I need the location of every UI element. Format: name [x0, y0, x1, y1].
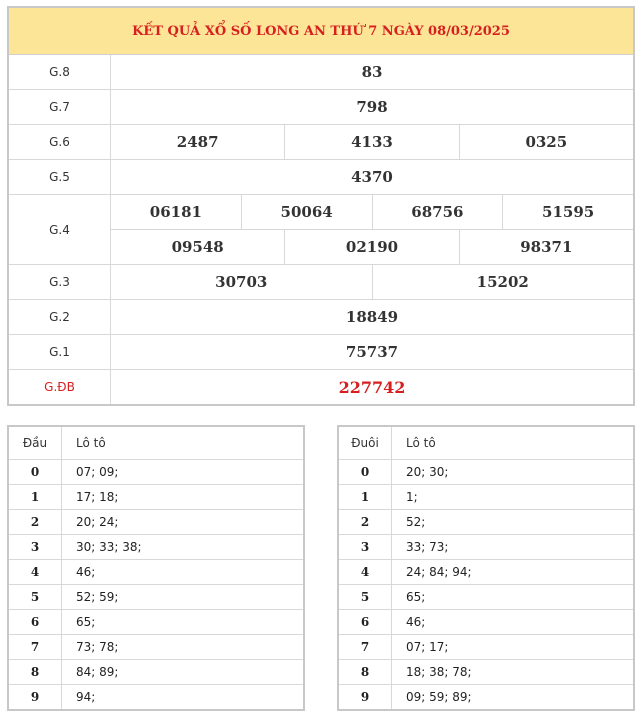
prize-number: 50064	[241, 195, 372, 229]
loto-values: 18; 38; 78;	[406, 665, 472, 679]
loto-values: 52; 59;	[76, 590, 119, 604]
duoi-table	[337, 425, 635, 711]
prize-label: G.8	[9, 55, 111, 89]
prize-number: 30703	[215, 273, 268, 291]
dau-rows	[9, 460, 303, 709]
prize-number: 68756	[372, 195, 503, 229]
loto-row	[339, 610, 633, 635]
loto-values: 09; 59; 89;	[406, 690, 472, 704]
duoi-rows	[339, 460, 633, 709]
loto-digit: 4	[339, 560, 392, 584]
loto-values: 07; 17;	[406, 640, 449, 654]
loto-digit: 2	[339, 510, 392, 534]
loto-digit: 3	[9, 535, 62, 559]
prize-number: 2487	[176, 133, 219, 151]
dau-table-header	[9, 427, 303, 460]
prize-number: 227742	[338, 377, 406, 397]
loto-values: 20; 24;	[76, 515, 119, 529]
prize-row	[9, 55, 633, 89]
loto-digit: 6	[339, 610, 392, 634]
loto-row	[339, 535, 633, 560]
loto-digit: 0	[9, 460, 62, 484]
loto-values: 84; 89;	[76, 665, 119, 679]
prize-label: G.7	[9, 90, 111, 124]
loto-digit: 8	[339, 660, 392, 684]
loto-row	[339, 560, 633, 585]
loto-digit: 4	[9, 560, 62, 584]
duoi-table-header	[339, 427, 633, 460]
results-table	[7, 6, 635, 406]
prize-number: 75737	[345, 343, 399, 361]
loto-row	[9, 610, 303, 635]
prize-label: G.4	[9, 195, 111, 264]
dau-table	[7, 425, 305, 711]
loto-values: 94;	[76, 690, 96, 704]
prize-number: 09548	[171, 238, 224, 256]
loto-values: 46;	[406, 615, 426, 629]
loto-values: 20; 30;	[406, 465, 449, 479]
loto-row	[339, 460, 633, 485]
prize-label: G.2	[9, 300, 111, 334]
loto-values: 1;	[406, 490, 418, 504]
prize-number: 15202	[372, 265, 634, 299]
prize-number: 4370	[351, 168, 393, 186]
loto-row	[9, 660, 303, 685]
loto-row	[9, 585, 303, 610]
prize-row	[9, 89, 633, 124]
prize-number: 02190	[284, 230, 458, 264]
loto-row	[9, 510, 303, 535]
loto-values: 33; 73;	[406, 540, 449, 554]
loto-values: 52;	[406, 515, 426, 529]
loto-digit: 8	[9, 660, 62, 684]
prize-rows	[9, 55, 633, 404]
prize-number: 51595	[502, 195, 633, 229]
loto-row	[9, 460, 303, 485]
loto-digit: 0	[339, 460, 392, 484]
loto-digit: 2	[9, 510, 62, 534]
loto-row	[339, 685, 633, 709]
loto-row	[9, 535, 303, 560]
dau-header: Đầu	[9, 427, 62, 459]
prize-number: 18849	[345, 308, 399, 326]
loto-digit: 9	[9, 685, 62, 709]
prize-number: 798	[356, 98, 388, 116]
loto-digit: 5	[9, 585, 62, 609]
prize-row	[9, 194, 633, 264]
prize-number: 98371	[459, 230, 633, 264]
prize-label: G.3	[9, 265, 111, 299]
loto-row	[9, 685, 303, 709]
loto-digit: 7	[9, 635, 62, 659]
prize-row	[9, 299, 633, 334]
loto-row	[9, 560, 303, 585]
loto-values: 24; 84; 94;	[406, 565, 472, 579]
prize-row	[9, 159, 633, 194]
prize-label: G.6	[9, 125, 111, 159]
prize-number: 83	[361, 63, 383, 81]
loto-digit: 3	[339, 535, 392, 559]
prize-number: 4133	[284, 125, 458, 159]
loto-row	[339, 510, 633, 535]
duoi-header: Đuôi	[339, 427, 392, 459]
loto-digit: 5	[339, 585, 392, 609]
loto-digit: 1	[9, 485, 62, 509]
loto-row	[339, 660, 633, 685]
loto-values: 30; 33; 38;	[76, 540, 142, 554]
loto-values: 07; 09;	[76, 465, 119, 479]
prize-row	[9, 369, 633, 404]
prize-label: G.ĐB	[9, 370, 111, 404]
loto-header: Lô tô	[76, 436, 106, 450]
prize-row	[9, 124, 633, 159]
loto-digit: 1	[339, 485, 392, 509]
loto-row	[339, 585, 633, 610]
prize-label: G.5	[9, 160, 111, 194]
loto-values: 65;	[76, 615, 96, 629]
loto-row	[339, 635, 633, 660]
loto-row	[9, 635, 303, 660]
loto-values: 73; 78;	[76, 640, 119, 654]
loto-digit: 9	[339, 685, 392, 709]
loto-row	[339, 485, 633, 510]
loto-header: Lô tô	[406, 436, 436, 450]
prize-number: 0325	[459, 125, 633, 159]
loto-values: 17; 18;	[76, 490, 119, 504]
prize-number: 06181	[149, 203, 202, 221]
prize-row	[9, 334, 633, 369]
loto-row	[9, 485, 303, 510]
loto-digit: 6	[9, 610, 62, 634]
loto-digit: 7	[339, 635, 392, 659]
prize-label: G.1	[9, 335, 111, 369]
loto-values: 65;	[406, 590, 426, 604]
loto-values: 46;	[76, 565, 96, 579]
results-title: KẾT QUẢ XỔ SỐ LONG AN THỨ 7 NGÀY 08/03/2025	[9, 8, 633, 55]
prize-row	[9, 264, 633, 299]
